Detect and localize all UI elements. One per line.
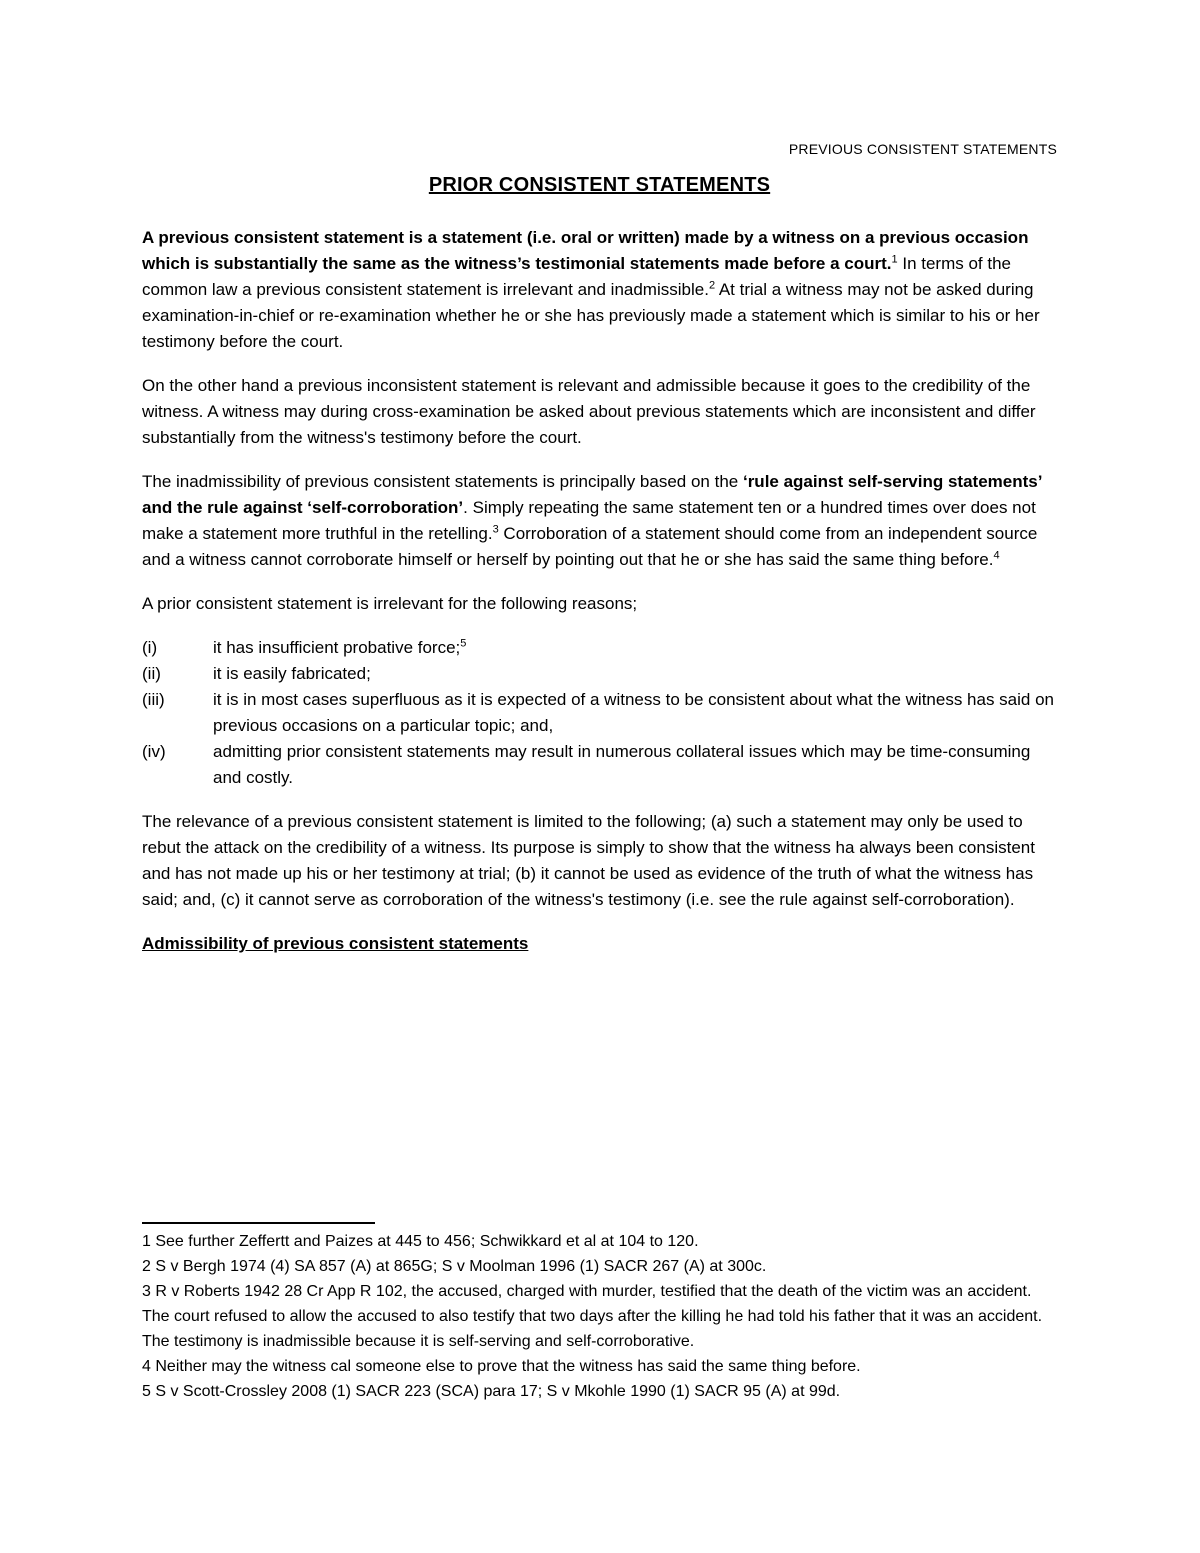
footnote-item [142,1279,1057,1354]
document-body [142,225,1057,957]
text-run: . Simply repeating the same statement ten or a hundred times over does not make a statement more truthful in the retelling. [142,498,1036,543]
reason-label: (i) [142,638,158,657]
paragraph-relevance-limits [142,809,1057,913]
footnote-item [142,1229,1057,1254]
paragraph-reasons-intro [142,591,1057,617]
reason-label: (iii) [142,690,165,709]
paragraph-inadmissibility-rules [142,469,1057,573]
footnote-separator [142,1222,375,1224]
reason-item [142,687,1057,739]
footnote-item [142,1354,1057,1379]
footnote-item [142,1254,1057,1279]
footnote-text: S v Scott-Crossley 2008 (1) SACR 223 (SCA) para 17; S v Mkohle 1990 (1) SACR 95 (A) at 99d. [155,1383,841,1400]
footnote-ref: 4 [993,549,1000,562]
footnote-number: 4 [142,1358,151,1375]
footnote-text: R v Roberts 1942 28 Cr App R 102, the accused, charged with murder, testified that the death of the victim was an accident. The court refused to allow the accused to also testify that two days after the killing he had told his father that it was an accident. The testimony is inadmissible because it is self-serving and self-corroborative. [142,1283,1043,1350]
footnote-list [142,1229,1057,1404]
reason-label: (ii) [142,664,161,683]
footnote-number: 2 [142,1258,151,1275]
text-run: it has insufficient probative force; [213,638,461,657]
page-title: PRIOR CONSISTENT STATEMENTS [428,174,771,196]
reason-text [213,687,1057,739]
reasons-list [142,635,1057,791]
reason-item [142,635,1057,661]
footnote-ref: 1 [891,253,898,266]
footnote-ref: 2 [708,279,716,292]
text-run: ‘rule against self-serving statements’ and the rule against ‘self-corroboration’ [142,472,1042,517]
footnote-text: S v Bergh 1974 (4) SA 857 (A) at 865G; S v Moolman 1996 (1) SACR 267 (A) at 300c. [155,1258,767,1275]
reason-text [213,661,1057,687]
text-run: it is easily fabricated; [213,664,371,683]
footnote-ref: 3 [492,523,499,536]
text-run: The inadmissibility of previous consistent statements is principally based on the [142,472,743,491]
text-run: A prior consistent statement is irrelevant for the following reasons; [142,594,638,613]
reason-text [213,739,1057,791]
footnote-text: See further Zeffertt and Paizes at 445 to 456; Schwikkard et al at 104 to 120. [155,1233,699,1250]
paragraph-inconsistent-statements [142,373,1057,451]
footnote-item [142,1379,1057,1404]
text-run: The relevance of a previous consistent statement is limited to the following; (a) such a statement may only be used to rebut the attack on the credibility of a witness. Its purpose is simply to show that the witness ha always been consistent and has not made up his or her testimony at trial; (b) it cannot be used as evidence of the truth of what the witness has said; and, (c) it cannot serve as corroboration of the witness's testimony (i.e. see the rule against self-corroboration). [142,812,1035,909]
text-run: A previous consistent statement is a statement (i.e. oral or written) made by a witness on a previous occasion which is substantially the same as the witness’s testimonial statements made before a court. [142,228,1029,273]
reason-item [142,739,1057,791]
text-run: Corroboration of a statement should come from an independent source and a witness cannot corroborate himself or herself by pointing out that he or she has said the same thing before. [142,524,1038,569]
section-heading-admissibility: Admissibility of previous consistent statements [142,934,529,953]
footnote-number: 1 [142,1233,151,1250]
footnote-number: 5 [142,1383,151,1400]
paragraph-intro [142,225,1057,355]
footnote-ref: 5 [460,637,467,650]
text-run: it is in most cases superfluous as it is expected of a witness to be consistent about what the witness has said on previous occasions on a particular topic; and, [213,690,1055,735]
reason-item [142,661,1057,687]
footnote-number: 3 [142,1283,151,1300]
footnotes [142,1210,1057,1404]
reason-label: (iv) [142,742,166,761]
text-run: At trial a witness may not be asked during examination-in-chief or re-examination whether he or she has previously made a statement which is similar to his or her testimony before the court. [142,280,1040,351]
text-run: On the other hand a previous inconsistent statement is relevant and admissible because it goes to the credibility of the witness. A witness may during cross-examination be asked about previous statements which are inconsistent and differ substantially from the witness's testimony before the court. [142,376,1036,447]
reason-text [213,635,1057,661]
footnote-text: Neither may the witness cal someone else to prove that the witness has said the same thing before. [155,1358,861,1375]
text-run: In terms of the common law a previous consistent statement is irrelevant and inadmissible. [142,254,1012,299]
running-header: PREVIOUS CONSISTENT STATEMENTS [788,141,1057,157]
text-run: admitting prior consistent statements may result in numerous collateral issues which may be time-consuming and costly. [213,742,1031,787]
